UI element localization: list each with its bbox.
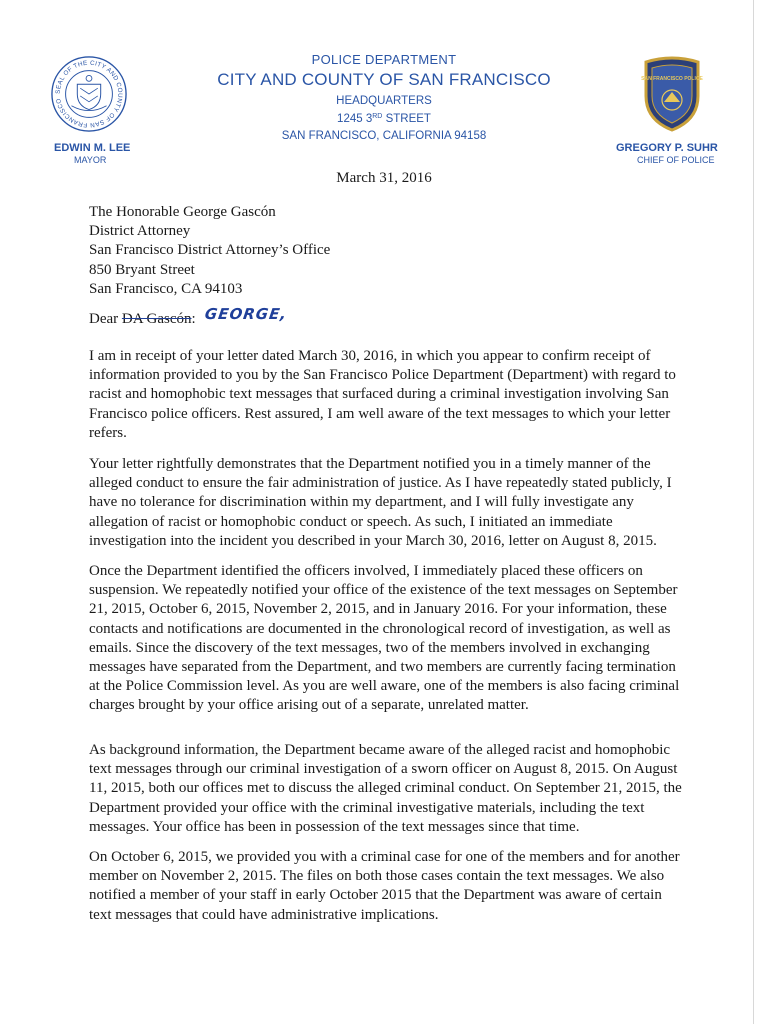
recipient-address	[89, 203, 330, 299]
recipient-line: District Attorney	[89, 223, 191, 240]
salutation-prefix: Dear	[89, 311, 122, 327]
chief-name: GREGORY P. SUHR	[616, 142, 718, 154]
mayor-name: EDWIN M. LEE	[54, 142, 131, 154]
handwritten-greeting: GEORGE,	[203, 305, 289, 323]
salutation	[89, 311, 196, 328]
city-state-zip: SAN FRANCISCO, CALIFORNIA 94158	[281, 130, 487, 142]
police-badge-icon	[640, 56, 704, 132]
mayor-title: MAYOR	[74, 155, 107, 165]
recipient-line: The Honorable George Gascón	[89, 204, 276, 220]
street-suffix: RD	[372, 113, 383, 120]
salutation-colon: :	[191, 311, 196, 327]
letter-date: March 31, 2016	[336, 170, 432, 186]
street-name: STREET	[385, 113, 431, 125]
street-number: 1245 3	[337, 113, 373, 125]
recipient-line: San Francisco District Attorney’s Office	[89, 242, 331, 259]
chief-title: CHIEF OF POLICE	[637, 155, 715, 165]
city-name: CITY AND COUNTY OF SAN FRANCISCO	[217, 70, 551, 89]
body-paragraph: On October 6, 2015, we provided you with a criminal case for one of the members and for another member on November 2, 2015. The files on both those cases contain the text messages. We also notified a member of your staff in early October 2015 that the Department was aware of certain text messages that could have administrative implications.	[89, 849, 680, 923]
body-paragraph: As background information, the Department became aware of the alleged racist and homophobic text messages through our criminal investigation of a sworn officer on August 8, 2015. On August 11, 2015, both our offices met to discuss the alleged criminal conduct. On September 21, 2015, the Department provided your office with the criminal investigative materials, including the text messages. Your office has been in possession of the text messages since that time.	[89, 742, 682, 835]
recipient-line: 850 Bryant Street	[89, 261, 195, 278]
body-paragraph: Once the Department identified the officers involved, I immediately placed these officers on suspension. We repeatedly notified your office of the existence of the text messages on September 21, 2015, October 6, 2015, November 2, 2015, and in January 2016. For your information, these contacts and notifications are documented in the chronological record of investigation, as well as emails. Since the discovery of the text messages, two of the members involved in exchanging messages have separated from the Department, and two members are currently facing termination at the Police Commission level. As you are well aware, one of the members is also facing criminal charges brought by your office arising out of a separate, unrelated matter.	[89, 563, 680, 714]
seal-text: SEAL OF THE CITY AND COUNTY OF SAN FRANCISCO	[54, 59, 124, 129]
body-paragraph: I am in receipt of your letter dated March 30, 2016, in which you appear to confirm receipt of information provided to you by the San Francisco Police Department (Department) with regard to racist and homophobic text messages that surfaced during a criminal investigation involving San Francisco police officers. Rest assured, I am well aware of the text messages to which your letter refers.	[89, 348, 676, 441]
recipient-line: San Francisco, CA 94103	[89, 280, 243, 297]
department-name: POLICE DEPARTMENT	[311, 52, 457, 67]
headquarters-label: HEADQUARTERS	[336, 95, 432, 107]
badge-text: SAN FRANCISCO POLICE	[641, 76, 703, 82]
body-paragraph: Your letter rightfully demonstrates that the Department notified you in a timely manner of the alleged conduct to ensure the fair administration of justice. As I have repeatedly stated publicly, I have no tolerance for discrimination within my department, and I will fully investigate any allegation of racist or homophobic conduct or speech. As such, I initiated an immediate investigation into the incident you described in your March 30, 2016, letter on August 8, 2015.	[89, 456, 672, 549]
salutation-struck-text: DA Gascón	[121, 311, 192, 327]
